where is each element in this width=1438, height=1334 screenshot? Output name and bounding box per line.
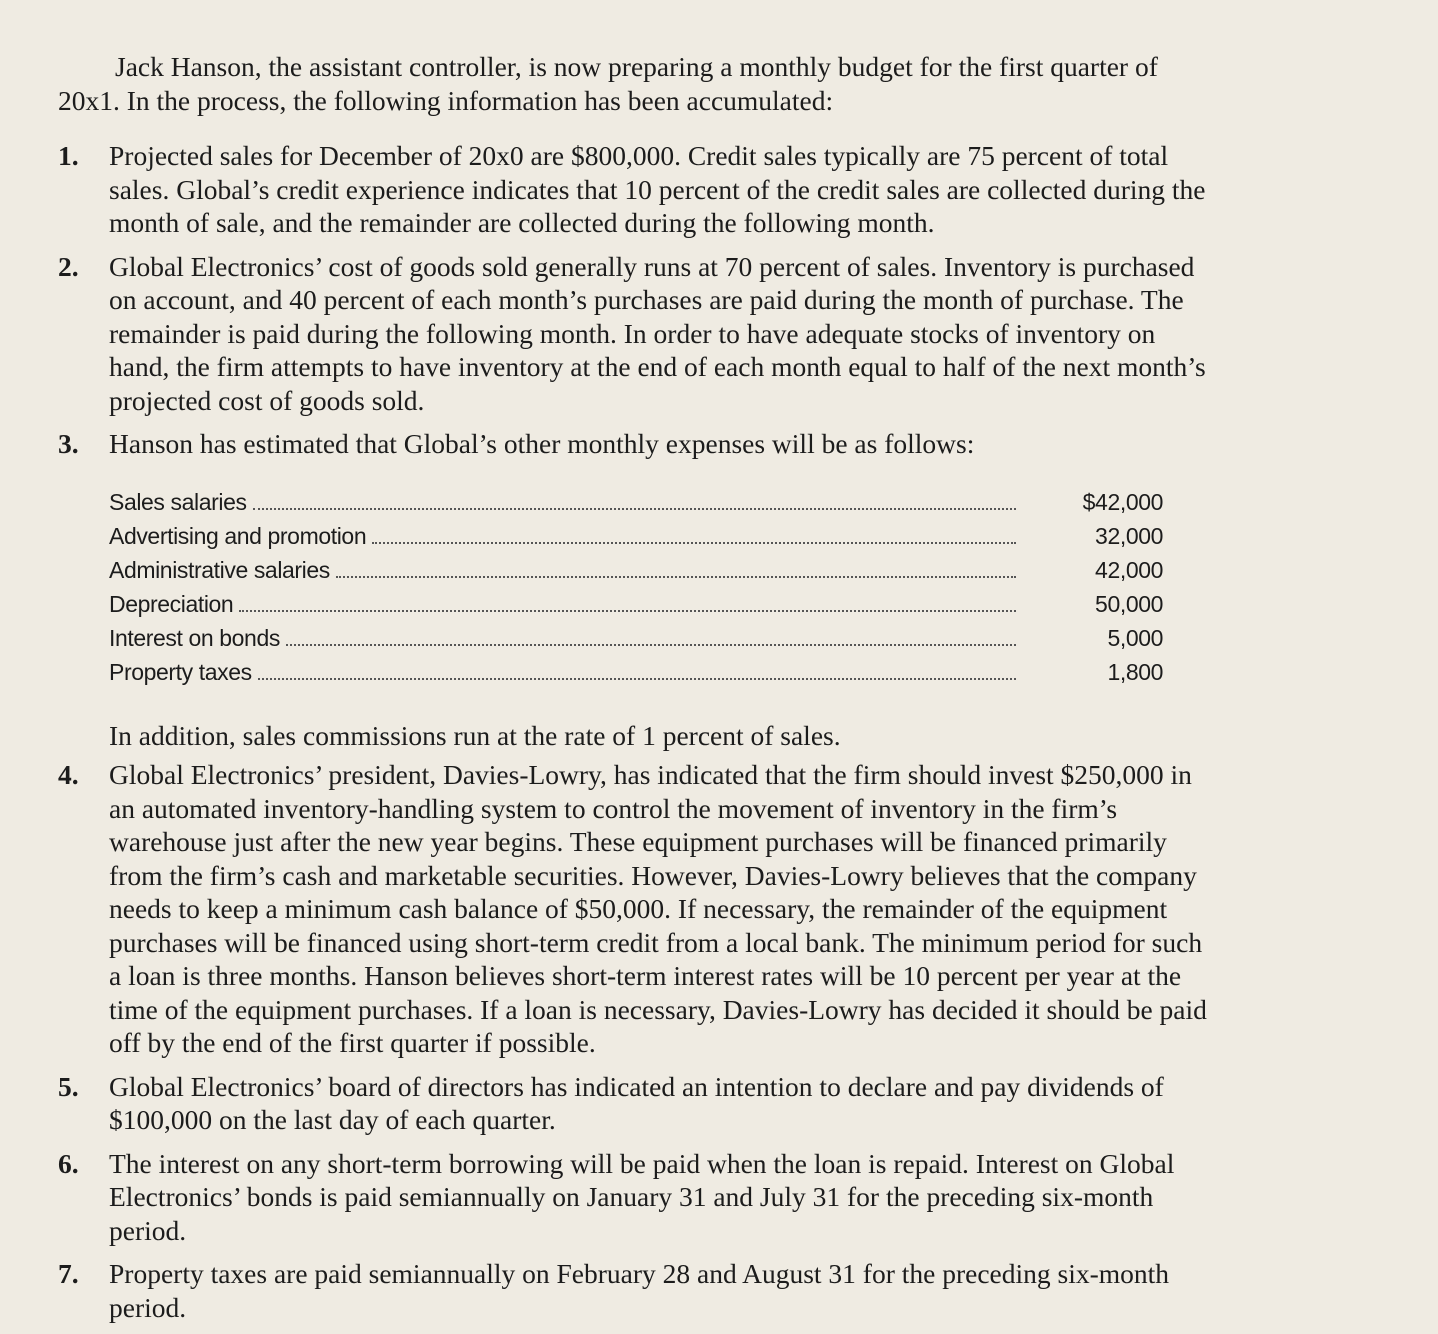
list-item-3: [58, 427, 1208, 461]
leader-dots: [253, 508, 1016, 510]
item-number: 6.: [58, 1147, 79, 1179]
intro-paragraph: Jack Hanson, the assistant controller, is now preparing a monthly budget for the first quarter of 20x1. In the process, the following information has been accumulated:: [58, 51, 1158, 116]
expenses-table: [109, 485, 1163, 689]
expense-value: 32,000: [1095, 522, 1163, 549]
list-item-1: [58, 139, 1208, 240]
expense-label: Administrative salaries: [109, 556, 330, 583]
leader-dots: [258, 678, 1016, 680]
list-item-2: [58, 250, 1208, 418]
expense-label: Property taxes: [109, 658, 252, 685]
leader-dots: [286, 644, 1016, 646]
expense-row: [109, 655, 1163, 689]
expense-label: Interest on bonds: [109, 624, 280, 651]
expense-label: Depreciation: [109, 590, 234, 617]
list-item-4: [58, 758, 1208, 1060]
expense-row: [109, 553, 1163, 587]
item-text: Global Electronics’ president, Davies-Lowry, has indicated that the firm should invest $250,000 in an automated inventory-handling system to control the movement of inventory in the firm’s warehouse just after the new year begins. These equipment purchases will be financed primarily from the firm’s cash and marketable securities. However, Davies-Lowry believes that the company needs to keep a minimum cash balance of $50,000. If necessary, the remainder of the equipment purchases will be financed using short-term credit from a local bank. The minimum period for such a loan is three months. Hanson believes short-term interest rates will be 10 percent per year at the time of the equipment purchases. If a loan is necessary, Davies-Lowry has decided it should be paid off by the end of the first quarter if possible.: [109, 759, 1207, 1058]
item-text: Projected sales for December of 20x0 are $800,000. Credit sales typically are 75 percent of total sales. Global’s credit experience indicates that 10 percent of the credit sales are collected during the month of sale, and the remainder are collected during the following month.: [109, 140, 1206, 238]
expense-row: [109, 519, 1163, 553]
item-number: 5.: [58, 1070, 79, 1102]
list-item-5: [58, 1070, 1208, 1137]
addition-note: In addition, sales commissions run at the rate of 1 percent of sales.: [109, 719, 841, 751]
item-text: Global Electronics’ board of directors has indicated an intention to declare and pay dividends of $100,000 on the last day of each quarter.: [109, 1070, 1164, 1135]
expense-row: [109, 587, 1163, 621]
expense-label: Advertising and promotion: [109, 522, 367, 549]
item-text: Hanson has estimated that Global’s other monthly expenses will be as follows:: [109, 428, 975, 459]
list-item-7: [58, 1257, 1208, 1324]
item-number: 7.: [58, 1258, 79, 1289]
leader-dots: [372, 542, 1016, 544]
problem-text: [58, 50, 1208, 1334]
expense-value: $42,000: [1082, 488, 1163, 515]
expense-value: 5,000: [1107, 624, 1163, 651]
leader-dots: [336, 576, 1016, 578]
expense-value: 50,000: [1095, 590, 1163, 617]
item-number: 3.: [58, 428, 79, 459]
expense-row: [109, 485, 1163, 519]
expense-value: 1,800: [1107, 658, 1163, 685]
item-number: 1.: [58, 140, 79, 171]
list-item-6: [58, 1147, 1208, 1248]
expense-label: Sales salaries: [109, 488, 247, 515]
item-number: 2.: [58, 250, 79, 282]
item-text: The interest on any short-term borrowing will be paid when the loan is repaid. Interest on Global Electronics’ bonds is paid semiannually on January 31 and July 31 for the preceding six-month period.: [109, 1147, 1175, 1246]
item-number: 4.: [58, 759, 79, 790]
item-text: Global Electronics’ cost of goods sold generally runs at 70 percent of sales. Inventory is purchased on account, and 40 percent of each month’s purchases are paid during the month of purchase. The remainder is paid during the following month. In order to have adequate stocks of inventory on hand, the firm attempts to have inventory at the end of each month equal to half of the next month’s projected cost of goods sold.: [109, 250, 1206, 416]
expense-value: 42,000: [1095, 556, 1163, 583]
item-text: Property taxes are paid semiannually on February 28 and August 31 for the preceding six-month period.: [109, 1258, 1170, 1323]
expense-row: [109, 621, 1163, 655]
leader-dots: [239, 610, 1016, 612]
